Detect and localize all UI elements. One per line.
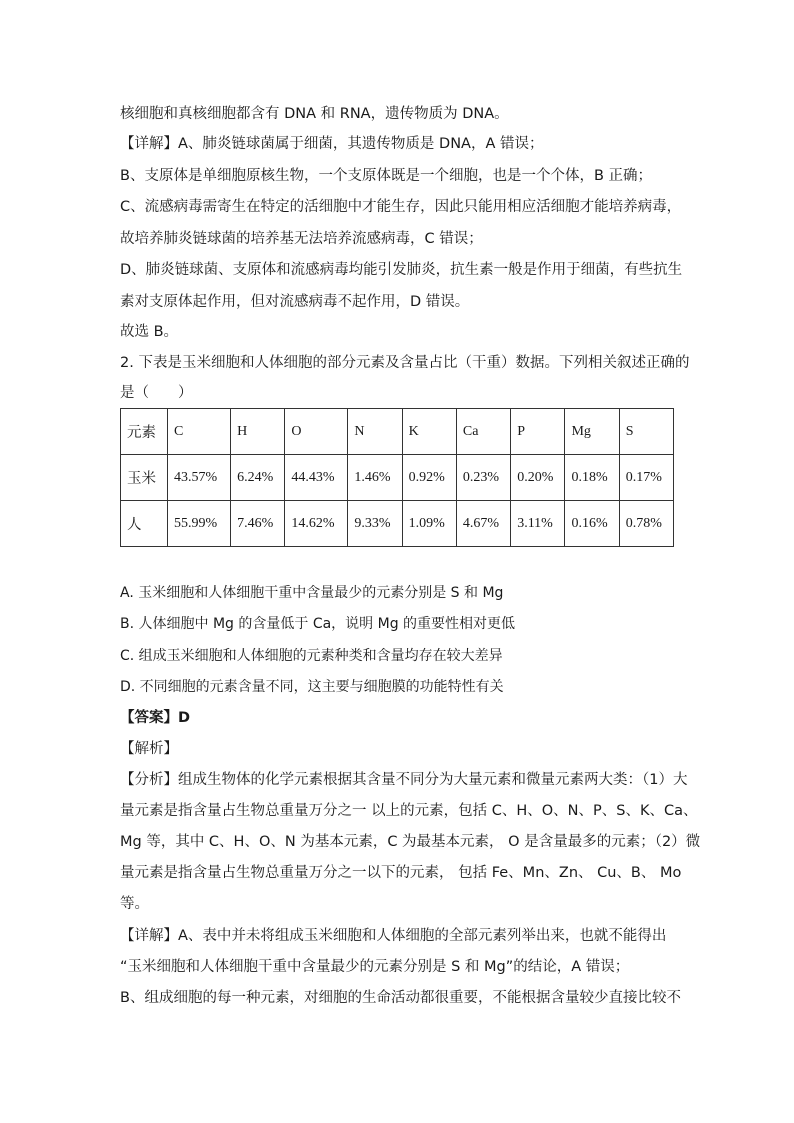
table-cell: 55.99% [168,501,231,547]
text-line: B、支原体是单细胞原核生物，一个支原体既是一个细胞，也是一个个体，B 正确； [120,168,653,184]
text-line: 量元素是指含量占生物总重量万分之一 以上的元素，包括 C、H、O、N、P、S、K、Ca、 [120,803,698,819]
table-cell: 3.11% [511,501,565,547]
table-cell: 43.57% [168,455,231,501]
table-cell: 0.16% [565,501,619,547]
table-cell: 0.17% [619,455,673,501]
table-cell: S [619,409,673,455]
table-cell: 0.78% [619,501,673,547]
table-cell: N [348,409,402,455]
text-line: 核细胞和真核细胞都含有 DNA 和 RNA，遗传物质为 DNA。 [120,106,509,122]
table-cell: 0.18% [565,455,619,501]
table-cell: 1.09% [402,501,456,547]
table-cell: Ca [456,409,510,455]
table-cell: 9.33% [348,501,402,547]
element-content-table [120,408,674,547]
table-cell: 玉米 [121,455,168,501]
table-row-corn [121,455,674,501]
text-line: “玉米细胞和人体细胞干重中含量最少的元素分别是 S 和 Mg”的结论，A 错误； [120,959,630,975]
table-cell: 0.23% [456,455,510,501]
table-cell: 0.92% [402,455,456,501]
text-line: 【详解】A、表中并未将组成玉米细胞和人体细胞的全部元素列举出来，也就不能得出 [120,928,667,944]
option-a: A. 玉米细胞和人体细胞干重中含量最少的元素分别是 S 和 Mg [120,585,504,601]
table-cell: O [285,409,348,455]
text-line: 【分析】组成生物体的化学元素根据其含量不同分为大量元素和微量元素两大类：（1）大 [120,772,688,788]
text-line: Mg 等，其中 C、H、O、N 为基本元素，C 为最基本元素， O 是含量最多的元素；（2）微 [120,834,701,850]
text-line: 等。 [120,896,149,912]
table-cell: 4.67% [456,501,510,547]
table-cell: K [402,409,456,455]
table-cell: C [168,409,231,455]
analysis-heading: 【解析】 [120,741,178,757]
table-cell: 7.46% [231,501,285,547]
option-b: B. 人体细胞中 Mg 的含量低于 Ca，说明 Mg 的重要性相对更低 [120,616,516,632]
question-2-stem-cont: 是（ ） [120,385,193,401]
text-line: D、肺炎链球菌、支原体和流感病毒均能引发肺炎，抗生素一般是作用于细菌，有些抗生 [120,262,683,278]
text-line: 量元素是指含量占生物总重量万分之一以下的元素， 包括 Fe、Mn、Zn、 Cu、B、 Mo [120,865,682,881]
option-d: D. 不同细胞的元素含量不同，这主要与细胞膜的功能特性有关 [120,679,504,695]
text-line: 故培养肺炎链球菌的培养基无法培养流感病毒，C 错误； [120,231,483,247]
table-cell: P [511,409,565,455]
text-line: 故选 B。 [120,324,179,340]
table-cell: 元素 [121,409,168,455]
text-line: 素对支原体起作用，但对流感病毒不起作用，D 错误。 [120,294,470,310]
table-cell: 44.43% [285,455,348,501]
table-cell: 6.24% [231,455,285,501]
question-2-stem: 2. 下表是玉米细胞和人体细胞的部分元素及含量占比（干重）数据。下列相关叙述正确的 [120,355,690,371]
table-cell: 人 [121,501,168,547]
answer-label: 【答案】D [120,710,191,726]
table-cell: 14.62% [285,501,348,547]
table-row-human [121,501,674,547]
table-cell: H [231,409,285,455]
table-cell: 0.20% [511,455,565,501]
text-line: B、组成细胞的每一种元素，对细胞的生命活动都很重要，不能根据含量较少直接比较不 [120,990,681,1006]
option-c: C. 组成玉米细胞和人体细胞的元素种类和含量均存在较大差异 [120,648,503,664]
table-cell: Mg [565,409,619,455]
table-cell: 1.46% [348,455,402,501]
table-row-header [121,409,674,455]
text-line: C、流感病毒需寄生在特定的活细胞中才能生存，因此只能用相应活细胞才能培养病毒， [120,199,682,215]
text-line: 【详解】A、肺炎链球菌属于细菌，其遗传物质是 DNA，A 错误； [120,136,544,152]
